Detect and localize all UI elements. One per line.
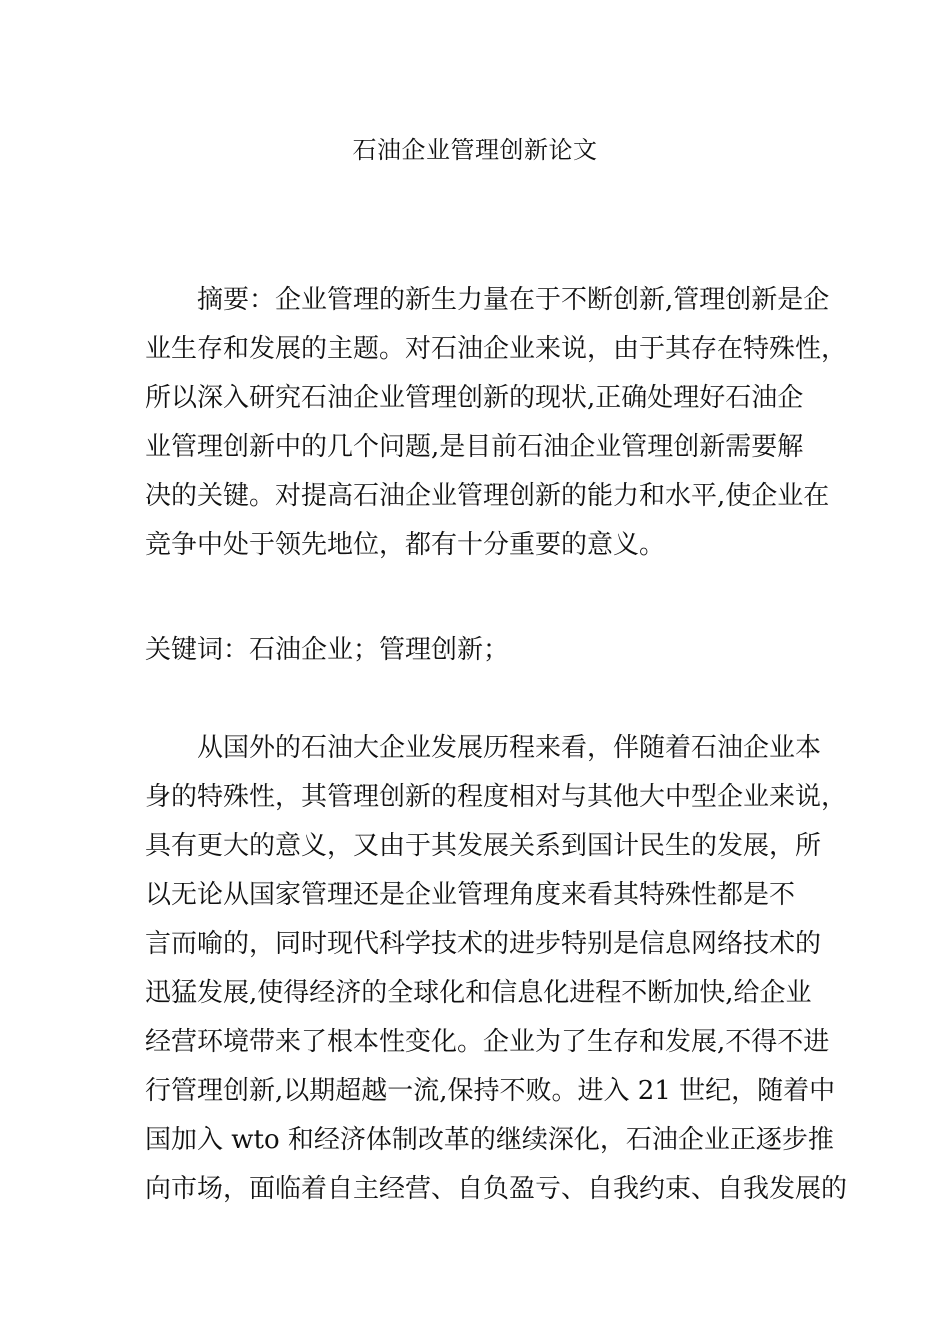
body-line: 从国外的石油大企业发展历程来看，伴随着石油企业本 <box>197 733 822 763</box>
abstract-paragraph <box>145 276 848 570</box>
keywords-line <box>145 626 810 675</box>
abstract-line: 决的关键。对提高石油企业管理创新的能力和水平,使企业在 <box>145 481 830 511</box>
body-line: 迅猛发展,使得经济的全球化和信息化进程不断加快,给企业 <box>145 978 812 1008</box>
body-line: 国加入 wto 和经济体制改革的继续深化，石油企业正逐步推 <box>145 1125 834 1155</box>
abstract-line: 所以深入研究石油企业管理创新的现状,正确处理好石油企 <box>145 383 804 413</box>
keywords-text: 关键词：石油企业；管理创新； <box>145 635 510 665</box>
body-line: 行管理创新,以期超越一流,保持不败。进入 21 世纪，随着中 <box>145 1076 836 1106</box>
body-line: 具有更大的意义，又由于其发展关系到国计民生的发展，所 <box>145 831 822 861</box>
abstract-line: 业管理创新中的几个问题,是目前石油企业管理创新需要解 <box>145 432 804 462</box>
body-line: 言而喻的，同时现代科学技术的进步特别是信息网络技术的 <box>145 929 822 959</box>
document-title: 石油企业管理创新论文 <box>352 136 598 164</box>
body-paragraph <box>145 724 848 1214</box>
body-line: 经营环境带来了根本性变化。企业为了生存和发展,不得不进 <box>145 1027 830 1057</box>
body-line: 身的特殊性，其管理创新的程度相对与其他大中型企业来说， <box>145 782 848 812</box>
body-line: 向市场，面临着自主经营、自负盈亏、自我约束、自我发展的 <box>145 1174 848 1204</box>
abstract-line: 竞争中处于领先地位，都有十分重要的意义。 <box>145 530 666 560</box>
abstract-line: 摘要：企业管理的新生力量在于不断创新,管理创新是企 <box>197 285 830 315</box>
abstract-line: 业生存和发展的主题。对石油企业来说，由于其存在特殊性， <box>145 334 848 364</box>
body-line: 以无论从国家管理还是企业管理角度来看其特殊性都是不 <box>145 880 796 910</box>
